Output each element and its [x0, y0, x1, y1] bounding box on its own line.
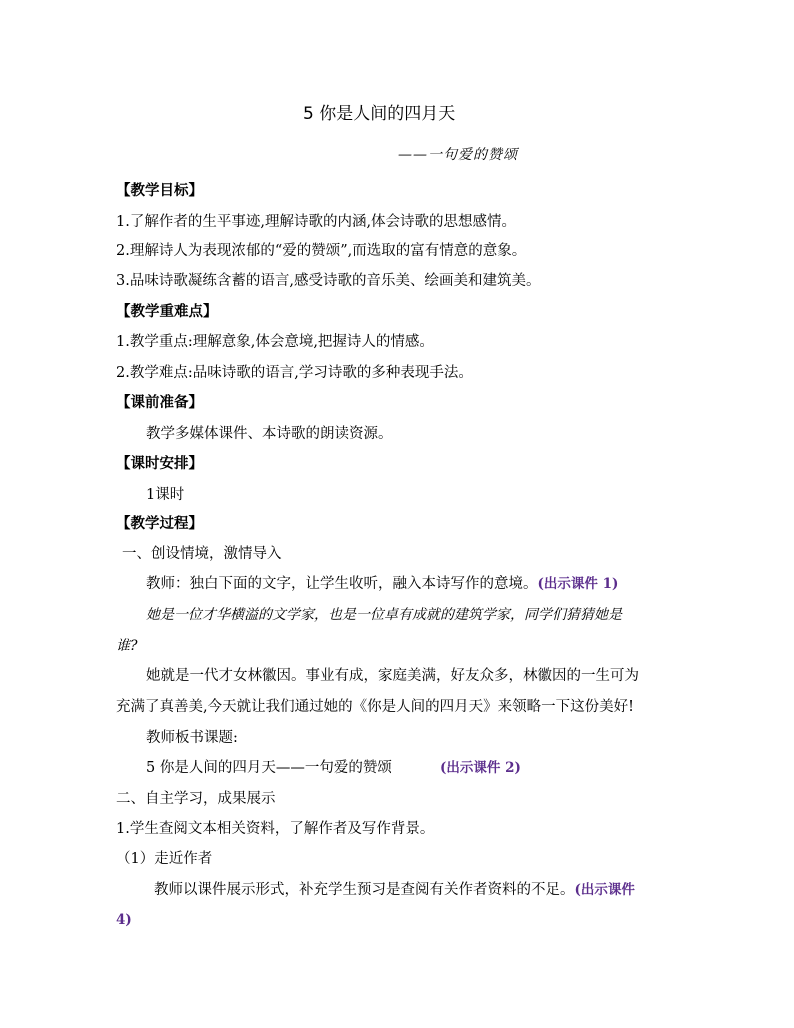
step2-text-row: [154, 880, 635, 900]
section-heading-schedule: 【课时安排】: [116, 456, 203, 472]
step2-text: 教师以课件展示形式，补充学生预习是查阅有关作者资料的不足。: [154, 882, 575, 898]
doc-subtitle: ——一句爱的赞颂: [398, 147, 518, 163]
goal-item-2: 2.理解诗人为表现浓郁的“爱的赞颂”,而选取的富有情意的意象。: [116, 243, 527, 259]
board-label: 教师板书课题:: [146, 730, 238, 746]
schedule-text: 1课时: [146, 487, 185, 503]
quote-line-1: 她是一位才华横溢的文学家，也是一位卓有成就的建筑学家，同学们猜猜她是: [146, 607, 622, 623]
section-heading-key-points: 【教学重难点】: [116, 304, 218, 320]
section-heading-preparation: 【课前准备】: [116, 395, 203, 411]
step2-subheading: （1）走近作者: [116, 851, 213, 867]
courseware-ref-2: (出示课件 2): [440, 760, 521, 776]
courseware-ref-4b: 4): [116, 912, 132, 928]
key-point-2: 2.教学难点:品味诗歌的语言,学习诗歌的多种表现手法。: [116, 365, 473, 381]
section-heading-goals: 【教学目标】: [116, 183, 203, 199]
courseware-ref-1: (出示课件 1): [537, 576, 619, 592]
step2-item-1: 1.学生查阅文本相关资料，了解作者及写作背景。: [116, 821, 435, 837]
board-title: 5 你是人间的四月天——一句爱的赞颂: [146, 760, 392, 776]
courseware-ref-4a: (出示课件: [574, 882, 635, 898]
goal-item-3: 3.品味诗歌凝练含蓄的语言,感受诗歌的音乐美、绘画美和建筑美。: [116, 273, 541, 289]
preparation-text: 教学多媒体课件、本诗歌的朗读资源。: [146, 426, 393, 442]
step1-text-row: [146, 574, 618, 594]
step1-text: 教师：独白下面的文字，让学生收听，融入本诗写作的意境。: [146, 576, 538, 592]
paragraph-line-1: 她就是一代才女林徽因。事业有成，家庭美满，好友众多，林徽因的一生可为: [146, 668, 639, 684]
step2-heading: 二、自主学习，成果展示: [116, 791, 276, 807]
paragraph-line-2: 充满了真善美,今天就让我们通过她的《你是人间的四月天》来领略一下这份美好!: [116, 699, 634, 715]
goal-item-1: 1.了解作者的生平事迹,理解诗歌的内涵,体会诗歌的思想感情。: [116, 214, 517, 230]
section-heading-process: 【教学过程】: [116, 516, 203, 532]
step1-heading: 一、创设情境，激情导入: [122, 546, 282, 562]
doc-title: 5 你是人间的四月天: [303, 104, 456, 124]
key-point-1: 1.教学重点:理解意象,体会意境,把握诗人的情感。: [116, 334, 434, 350]
quote-line-2: 谁?: [116, 638, 138, 654]
